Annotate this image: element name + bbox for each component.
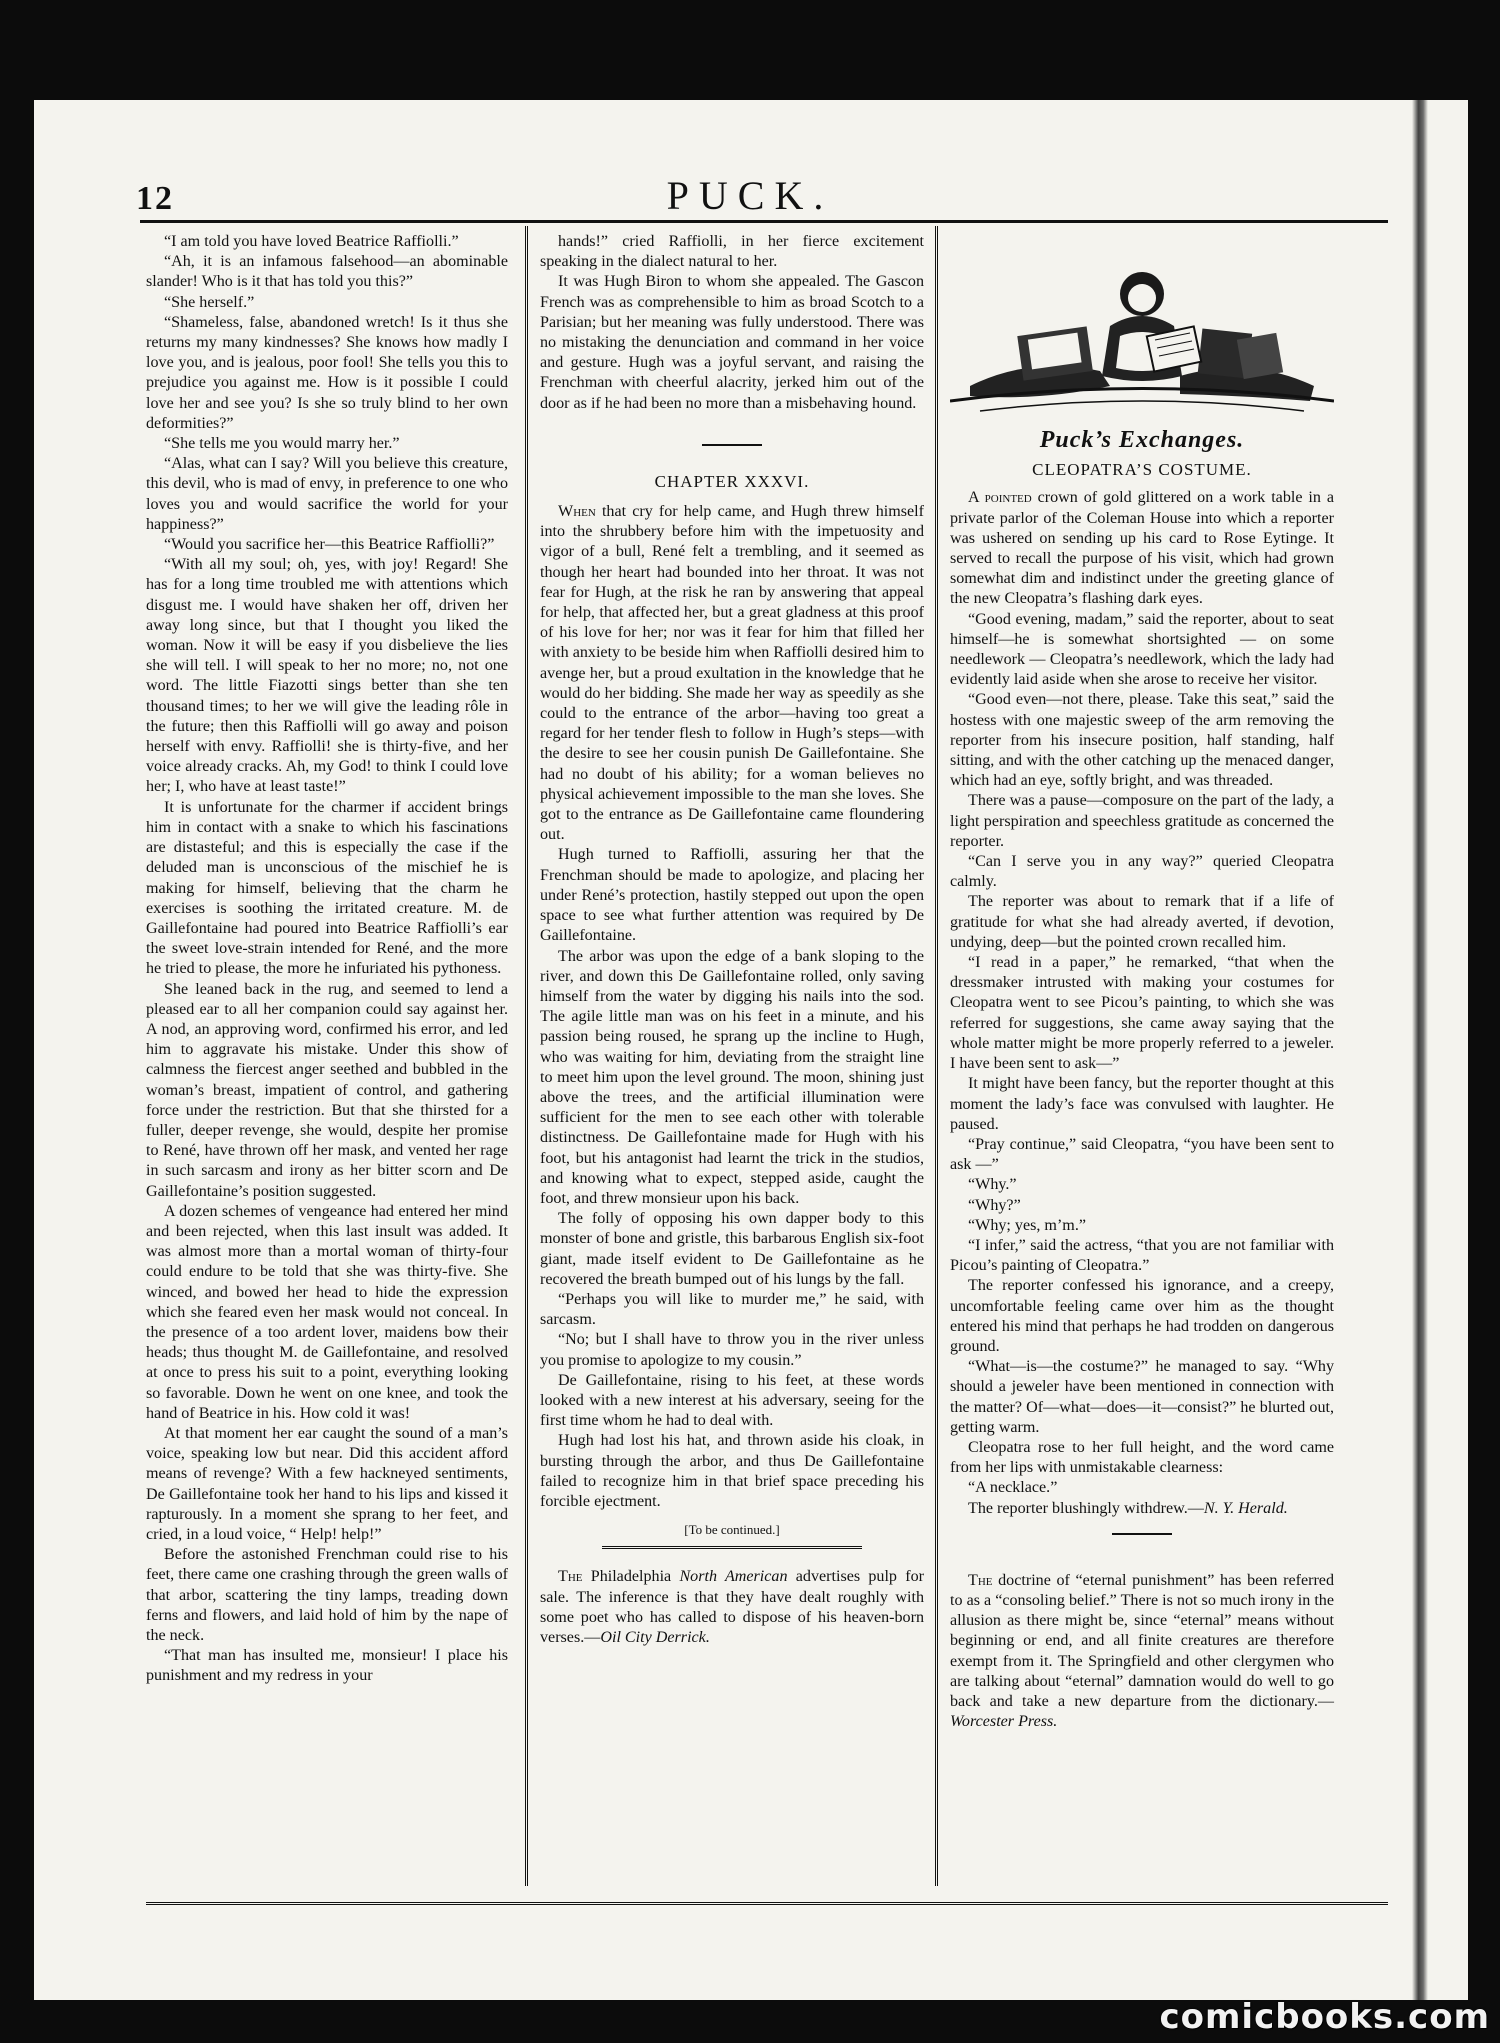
paragraph: “Would you sacrifice her—this Beatrice Raffiolli?” (164, 536, 495, 554)
paragraph: Hugh turned to Raffiolli, assuring her that the Frenchman should be made to apologize, and placing her under René’s protection, hastily stepped out upon the open space to see what further attention was required by De Gaillefontaine. (540, 846, 924, 945)
exchanges-illustration (950, 236, 1334, 426)
column-divider (525, 226, 528, 1886)
paragraph: Cleopatra rose to her full height, and the word came from her lips with unmistakable clearness: (950, 1438, 1334, 1477)
paragraph: “With all my soul; oh, yes, with joy! Regard! She has for a long time troubled me with attentions which disgust me. I would have shaken her off, driven her away long since, but that I thought you liked the woman. Now it will be easy if you disbelieve the lies she will tell. I will speak to her no more; no, not one word. The little Fiazotti sings better than she ten thousand times; to her we will give the leading rôle in the future; then this Raffiolli will go away and poison herself with envy. Raffiolli! she is thirty-five, and her voice already cracks. Ah, my God! to think I could love her; I, who have at least taste!” (146, 556, 508, 796)
source-credit: Worcester Press. (950, 1713, 1058, 1731)
paragraph (540, 502, 924, 845)
paragraph: “Ah, it is an infamous falsehood—an abominable slander! Who is it that has told you this?” (146, 253, 508, 291)
paragraph: “I am told you have loved Beatrice Raffiolli.” (164, 233, 459, 250)
section-title: Puck’s Exchanges. (1039, 427, 1245, 453)
paragraph (950, 1571, 1334, 1733)
reading-cherub-icon (950, 236, 1334, 426)
column-three (950, 232, 1334, 1732)
lead-word: The (558, 1568, 583, 1586)
paragraph: It might have been fancy, but the reporter thought at this moment the lady’s face was convulsed with laughter. He paused. (950, 1075, 1334, 1133)
page-number: 12 (136, 180, 174, 217)
paragraph-text: that cry for help came, and Hugh threw himself into the shrubbery before him with the impetuosity and vigor of a bull, René felt a trembling, and it seemed as though her heart had bounded into her throat. It was not fear for Hugh, at the risk he ran by answering that appeal for help, that affected her, but a great gladness at this proof of his love for her; nor was it fear for him that filled her with anxiety to be beside him when Raffiolli desired him to avenge her, but a proud exultation in the knowledge that he would do her bidding. She made her way as speedily as she could to the entrance of the arbor—having too great a regard for her tender flesh to follow in Hugh’s steps—with the desire to see her cousin punish De Gaillefontaine. She had no doubt of his ability; for a woman believes no physical achievement impossible to the man she loves. She got to the entrance as De Gaillefontaine came floundering out. (540, 503, 924, 844)
paragraph: “I read in a paper,” he remarked, “that when the dressmaker intrusted with making your costumes for Cleopatra went to see Picou’s painting, to which she was referred for suggestions, she came away saying that the whole matter might be more properly referred to a jeweler. I have been sent to ask—” (950, 954, 1334, 1073)
binding-spine (1412, 100, 1428, 2000)
chapter-heading: CHAPTER XXXVI. (654, 471, 810, 491)
paragraph: The folly of opposing his own dapper body to this monster of bone and gristle, this barbarous English six-foot giant, made itself evident to De Gaillefontaine as he recovered the breath bumped out of his lungs by the fall. (540, 1210, 924, 1288)
paragraph: “A necklace.” (968, 1479, 1058, 1497)
paragraph: The reporter confessed his ignorance, and a creepy, uncomfortable feeling came over him as the thought entered his mind that perhaps he had trodden on dangerous ground. (950, 1277, 1334, 1355)
bottom-rule (146, 1902, 1388, 1905)
paragraph-text: doctrine of “eternal punishment” has been referred to as a “consoling belief.” There is not so much irony in the allusion as there might be, since “eternal” means without beginning or end, and all finite creatures are therefore exempt from it. The Springfield and other clergymen who are talking about “eternal” damnation would do well to go back and take a new departure from the dictionary.— (950, 1571, 1334, 1710)
column-one (146, 232, 508, 1902)
paragraph: De Gaillefontaine, rising to his feet, at these words looked with a new interest at his adversary, seeing for the first time whom he had to deal with. (540, 1371, 924, 1430)
paragraph: She leaned back in the rug, and seemed to lend a pleased ear to all her companion could say against her. A nod, an approving word, confirmed his error, and led him to aggravate his mistake. Under this show of calmness the fiercest anger seethed and bubbled in the woman’s breast, impatient of control, and gathering force under the restriction. But that she thirsted for a fuller, deeper revenge, she would, despite her promise to René, have thrown off her mask, and vented her rage in such sarcasm and irony as her bitter scorn and De Gaillefontaine’s position suggested. (146, 980, 508, 1200)
paragraph-text: advertises pulp for sale. The inference is that they have dealt roughly with some poet who has called to dispose of his heaven-born verses.— (540, 1568, 924, 1646)
paragraph (540, 1567, 924, 1648)
paragraph: “I infer,” said the actress, “that you are not familiar with Picou’s painting of Cleopatra.” (950, 1236, 1334, 1275)
paragraph: “Pray continue,” said Cleopatra, “you have been sent to ask —” (950, 1135, 1334, 1174)
paragraph: It is unfortunate for the charmer if accident brings him in contact with a snake to which his fascinations are distasteful; and this is especially the case if the deluded man is unconscious of the mischief he is making for himself, believing that the charm he exercises is soothing the irritated creature. M. de Gaillefontaine had poured into Beatrice Raffiolli’s ear the sweet love-strain intended for René, and the more he tried to please, the more he infuriated his pythoness. (146, 798, 508, 978)
paragraph: The arbor was upon the edge of a bank sloping to the river, and down this De Gaillefontaine rolled, only saving himself from the water by digging his nails into the sod. The agile little man was on his feet in a minute, and his passion being roused, he sprang up the incline to Hugh, who was waiting for him, deviating from the straight line to meet him upon the level ground. The moon, shining just above the trees, and the artificial illumination were sufficient for the men to see each other with tolerable distinctness. De Gaillefontaine made for Hugh with his foot, but his antagonist had learnt the trick in the studios, and knowing what to expect, stepped aside, caught the foot, and threw monsieur upon his back. (540, 947, 924, 1207)
article-title: CLEOPATRA’S COSTUME. (1032, 460, 1252, 480)
paragraph: hands!” cried Raffiolli, in her fierce excitement speaking in the dialect natural to her. (540, 233, 924, 271)
paragraph: The reporter was about to remark that if a life of gratitude for what she had already averted, if devotion, undying, deep—but the pointed crown recalled him. (950, 893, 1334, 951)
paragraph: A dozen schemes of vengeance had entered her mind and been rejected, when this last insult was added. It was almost more than a mortal woman of thirty-four could endure to be told that she was thirty-five. She winced, and bowed her head to hide the expression which she feared even her mask would not conceal. In the presence of a too ardent lover, maidens bow their heads; thus thought M. de Gaillefontaine, and resolved at once to press his suit to a point, everything looking so favorable. Down he went on one knee, and took the hand of Beatrice in his. How cold it was! (146, 1202, 508, 1422)
masthead: PUCK. (666, 173, 834, 218)
paragraph: “Good evening, madam,” said the reporter, about to seat himself—he is somewhat shortsighted — on some needlework — Cleopatra’s needlework, which the lady had evidently laid aside when she arose to receive her visitor. (950, 610, 1334, 689)
column-two (540, 232, 924, 1648)
paragraph-text: The reporter blushingly withdrew.— (968, 1499, 1204, 1517)
paragraph: “Why?” (968, 1196, 1021, 1214)
source-credit: N. Y. Herald. (1203, 1499, 1288, 1517)
paragraph-text: Philadelphia (582, 1568, 680, 1586)
paragraph: “Why; yes, m’m.” (968, 1216, 1086, 1234)
section-rule (702, 444, 762, 446)
paragraph: “She herself.” (164, 293, 255, 311)
column-divider (935, 226, 938, 1886)
to-be-continued: [To be continued.] (684, 1522, 780, 1538)
paragraph: It was Hugh Biron to whom she appealed. The Gascon French was as comprehensible to him as broad Scotch to a Parisian; but her meaning was fully understood. There was no mistaking the denunciation and command in her voice and gesture. Hugh was a joyful servant, and raising the Frenchman with cheerful alacrity, jerked him out of the door as if he had been no more than a misbehaving hound. (540, 273, 924, 412)
paragraph (950, 1499, 1334, 1519)
paragraph: “Perhaps you will like to murder me,” he said, with sarcasm. (540, 1290, 924, 1329)
paragraph: “No; but I shall have to throw you in the river unless you promise to apologize to my cousin.” (540, 1331, 924, 1369)
lead-word: When (558, 503, 596, 521)
paragraph (950, 488, 1334, 609)
paragraph: There was a pause—composure on the part of the lady, a light perspiration and speechless gratitude as concerned the reporter. (950, 792, 1334, 850)
paragraph: “Why.” (968, 1176, 1017, 1194)
section-rule (602, 1546, 862, 1549)
paragraph: At that moment her ear caught the sound of a man’s voice, speaking low but near. Did this accident afford means of revenge? With a few hackneyed sentiments, De Gaillefontaine took her hand to his lips and kissed it rapturously. In a moment she sprang to her feet, and cried, in a loud voice, “ Help! help!” (146, 1424, 508, 1543)
paragraph: “Alas, what can I say? Will you believe this creature, this devil, who is mad of envy, in preference to one who loves you and would sacrifice the world for your happiness?” (146, 455, 508, 533)
watermark-logo: comicbooks.com (1159, 1997, 1490, 2037)
paragraph: “She tells me you would marry her.” (164, 435, 400, 453)
paragraph: “What—is—the costume?” he managed to say. “Why should a jeweler have been mentioned in connection with the matter? Of—what—does—it—consist?” he blurted out, getting warm. (950, 1358, 1334, 1436)
paragraph: “That man has insulted me, monsieur! I place his punishment and my redress in your (146, 1647, 508, 1685)
header-rule (140, 220, 1388, 223)
section-rule (1112, 1533, 1172, 1535)
source-credit: Oil City Derrick. (600, 1629, 710, 1646)
paragraph: “Good even—not there, please. Take this seat,” said the hostess with one majestic sweep of the arm removing the reporter from his insecure position, half standing, half sitting, and with the other catching up the menaced danger, which had an eye, softly bright, and was threaded. (950, 691, 1334, 790)
paragraph-text: crown of gold glittered on a work table in a private parlor of the Coleman House into which a reporter was ushered on sending up his card to Rose Eytinge. It served to recall the purpose of his visit, which had grown somewhat dim and indistinct under the greeting glance of the new Cleopatra’s flashing dark eyes. (950, 489, 1334, 608)
paragraph: “Shameless, false, abandoned wretch! Is it thus she returns my many kindnesses? She knows how madly I love you, and is jealous, poor fool! She tells you this to prejudice you against me. How is it possible I could love her and see you? Is she so truly blind to her own deformities?” (146, 313, 508, 432)
lead-word: The (968, 1571, 993, 1589)
paragraph: “Can I serve you in any way?” queried Cleopatra calmly. (950, 853, 1334, 891)
lead-word: A pointed (968, 489, 1032, 507)
paragraph: Hugh had lost his hat, and thrown aside his cloak, in bursting through the arbor, and thus De Gaillefontaine failed to recognize him in that brief space preceding his forcible ejectment. (540, 1432, 924, 1510)
paragraph: Before the astonished Frenchman could rise to his feet, there came one crashing through the green walls of that arbor, scattering the tiny lamps, treading down ferns and flowers, and laid hold of him by the nape of the neck. (146, 1546, 508, 1645)
publication-name: North American (679, 1568, 788, 1586)
